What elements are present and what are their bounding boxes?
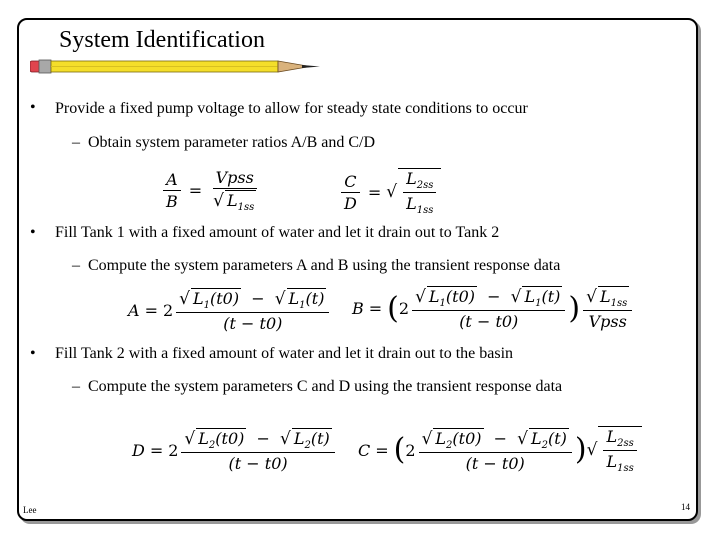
fraction-d-transient [181, 428, 334, 473]
t0-term: t0 [452, 287, 469, 306]
sqrt-symbol: √ [586, 440, 598, 461]
right-paren: ) [475, 428, 482, 448]
ratio-cd-denominator: D [344, 193, 357, 213]
equals-sign: = [368, 299, 383, 319]
slide-title: System Identification [59, 27, 265, 53]
sqrt-symbol: √ [386, 182, 398, 203]
equation-ratio-ab [160, 168, 262, 213]
l-symbol: L [288, 289, 300, 308]
sqrt-symbol: √ [586, 287, 597, 307]
left-paren: ( [210, 289, 217, 308]
bullet-2-sub-marker: – [72, 257, 80, 274]
l-symbol: L [193, 289, 204, 308]
minus-sign: − [251, 289, 265, 308]
sqrt-symbol: √ [279, 429, 291, 449]
bullet-1-sub-marker: – [72, 134, 80, 151]
time-difference: (t − t0) [228, 454, 288, 474]
ratio-cd-numerator: C [341, 172, 359, 193]
l-subscript: 2 [208, 440, 216, 452]
ratio-ab-denominator: B [166, 192, 178, 212]
left-paren: ( [310, 429, 318, 448]
left-big-paren: ( [387, 290, 399, 326]
l-subscript: 1ss [416, 205, 434, 217]
l-symbol: L [435, 428, 447, 448]
l-subscript: 2ss [416, 180, 434, 192]
bullet-2-text: Fill Tank 1 with a fixed amount of water and let it drain out to Tank 2 [55, 224, 500, 241]
l-subscript: 1 [439, 298, 446, 310]
left-paren: ( [305, 289, 312, 308]
coefficient-two: 2 [398, 299, 410, 319]
bullet-1-sub-text: Obtain system parameter ratios A/B and C/D [88, 134, 376, 151]
t0-term: t0 [221, 429, 239, 448]
l-symbol: L [227, 191, 238, 210]
fraction-a-over-b [163, 170, 181, 211]
l-subscript: 1 [299, 300, 306, 312]
vpss-term: Vpss [588, 312, 627, 332]
c-symbol: C [358, 440, 371, 460]
l-symbol: L [606, 452, 618, 472]
left-paren: ( [445, 287, 453, 306]
l-subscript: 2ss [617, 438, 634, 450]
l-symbol: L [599, 287, 611, 306]
t-term: t [317, 429, 324, 448]
ratio-ab-numerator: A [163, 170, 181, 191]
bullet-2-sub-text: Compute the system parameters A and B using the transient response data [88, 257, 561, 274]
right-big-paren: ) [574, 432, 587, 468]
sqrt-symbol: √ [213, 191, 225, 211]
fraction-sqrt-l1ss-over-vpss [583, 286, 632, 331]
right-paren: ) [323, 429, 330, 448]
bullet-3-sub-marker: – [72, 378, 80, 395]
l-subscript: 1ss [610, 298, 628, 310]
left-big-paren: ( [393, 432, 406, 468]
l-subscript: 2 [541, 439, 548, 451]
right-paren: ) [318, 289, 325, 308]
right-paren: ) [554, 287, 561, 306]
equals-sign: = [144, 301, 158, 321]
l-symbol: L [406, 194, 417, 214]
l-subscript: 1 [203, 300, 210, 312]
equation-a [128, 288, 332, 333]
equation-d [132, 428, 338, 473]
footer-author: Lee [23, 505, 37, 515]
right-paren: ) [468, 287, 476, 306]
equals-sign: = [367, 182, 382, 202]
t0-term: t0 [216, 289, 233, 308]
right-paren: ) [238, 429, 245, 448]
time-difference: (t − t0) [465, 453, 525, 473]
equation-c [358, 426, 642, 474]
left-paren: ( [215, 429, 222, 448]
l-symbol: L [406, 169, 417, 188]
sqrt-symbol: √ [184, 429, 196, 449]
vpss-term: Vpss [213, 168, 257, 189]
l-symbol: L [198, 429, 209, 448]
fraction-c-transient [419, 428, 572, 473]
sqrt-symbol: √ [421, 428, 433, 449]
bullet-3-sub-text: Compute the system parameters C and D using the transient response data [88, 378, 563, 395]
minus-sign: − [256, 429, 270, 448]
fraction-c-over-d [341, 172, 360, 213]
bullet-3-text: Fill Tank 2 with a fixed amount of water and let it drain out to the basin [55, 345, 514, 362]
l-subscript: 1 [535, 298, 542, 310]
minus-sign: − [487, 287, 501, 306]
time-difference: (t − t0) [223, 314, 283, 334]
page-number: 14 [681, 502, 690, 512]
coefficient-two: 2 [405, 440, 416, 460]
fraction-vpss-over-sqrt-l1ss [210, 168, 259, 213]
equals-sign: = [375, 440, 389, 460]
left-paren: ( [541, 287, 548, 306]
fraction-l2ss-over-l1ss [603, 427, 636, 474]
fraction-l2ss-over-l1ss [403, 169, 436, 216]
right-paren: ) [232, 289, 240, 308]
l-subscript: 1ss [617, 463, 634, 475]
l-symbol: L [428, 287, 440, 306]
left-paren: ( [452, 428, 459, 448]
right-big-paren: ) [568, 290, 581, 326]
bullet-3-marker: • [30, 345, 36, 362]
l-subscript: 2 [446, 439, 453, 451]
t-term: t [554, 428, 561, 448]
coefficient-two: 2 [168, 441, 179, 461]
sqrt-symbol: √ [274, 289, 286, 309]
bullet-1-marker: • [30, 99, 36, 116]
sqrt-symbol: √ [415, 287, 426, 307]
equation-ratio-cd [338, 168, 441, 216]
minus-sign: − [493, 428, 508, 448]
t-term: t [311, 289, 319, 308]
coefficient-two: 2 [162, 301, 174, 321]
t-term: t [547, 287, 555, 306]
bullet-1-text: Provide a fixed pump voltage to allow for steady state conditions to occur [55, 100, 528, 117]
sqrt-symbol: √ [510, 287, 522, 307]
l-symbol: L [293, 429, 305, 448]
a-symbol: A [128, 301, 140, 321]
equals-sign: = [149, 441, 164, 461]
l-subscript: 2 [304, 440, 311, 452]
time-difference: (t − t0) [459, 312, 519, 332]
sqrt-symbol: √ [517, 428, 528, 449]
fraction-b-transient [412, 286, 565, 331]
fraction-a-transient [176, 288, 329, 333]
bullet-2-marker: • [30, 224, 36, 241]
l-symbol: L [524, 287, 536, 306]
b-symbol: B [352, 299, 364, 319]
equals-sign: = [188, 181, 203, 201]
t0-term: t0 [458, 428, 476, 448]
pencil-icon [30, 58, 322, 76]
equation-b [352, 286, 635, 331]
sqrt-symbol: √ [179, 289, 190, 309]
left-paren: ( [547, 428, 555, 448]
l-subscript: 1ss [237, 202, 255, 214]
l-symbol: L [606, 427, 618, 446]
right-paren: ) [560, 428, 567, 448]
l-symbol: L [530, 428, 542, 448]
d-symbol: D [132, 441, 145, 461]
